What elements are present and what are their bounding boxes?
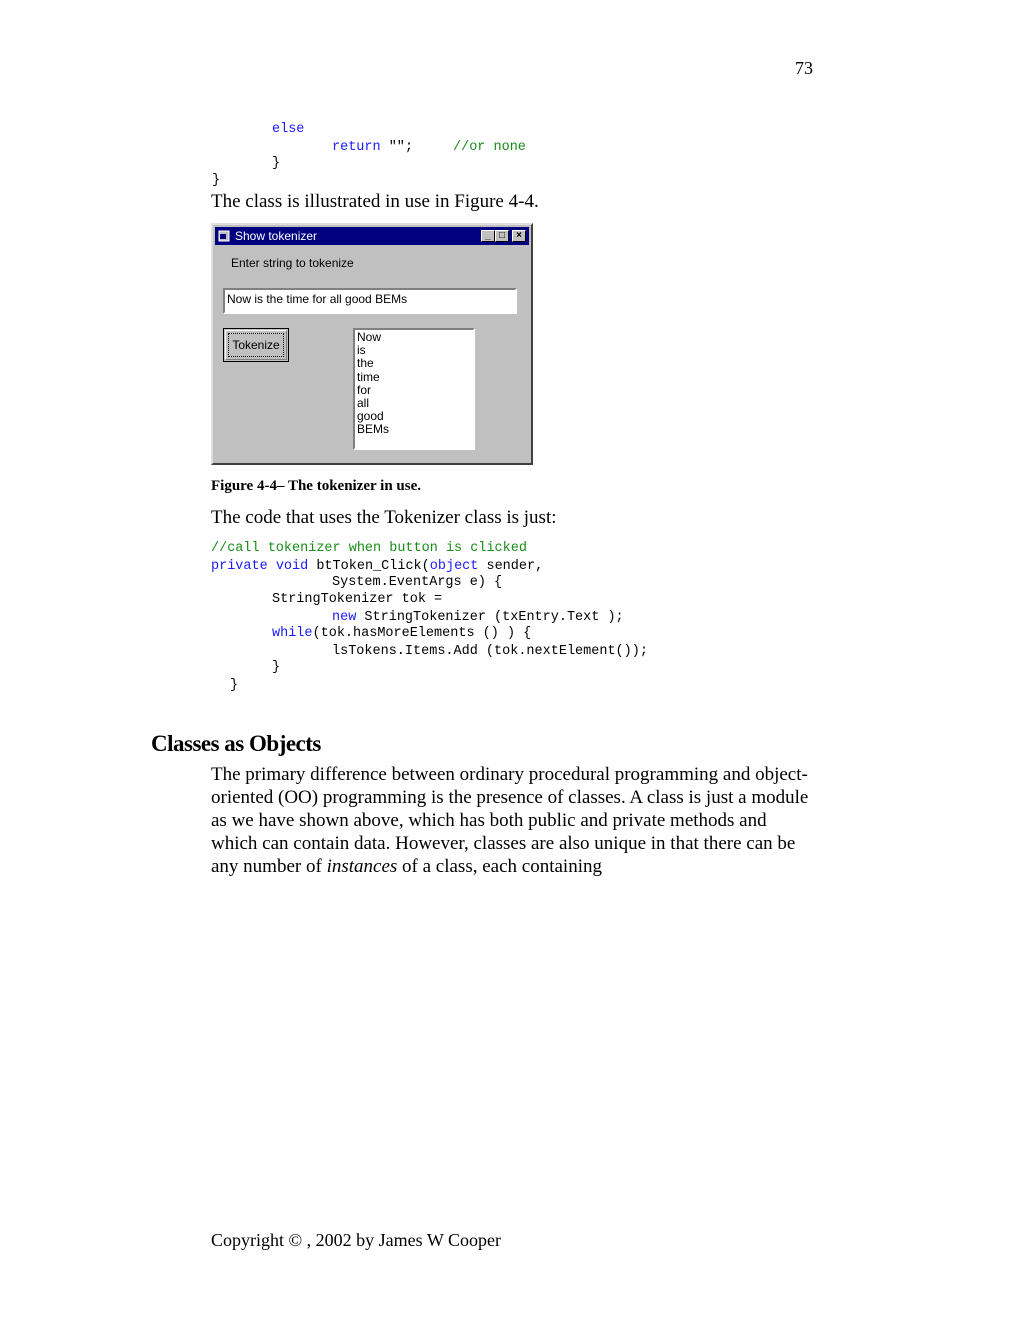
code-line — [211, 558, 543, 575]
figure-caption: Figure 4-4– The tokenizer in use. — [211, 478, 421, 494]
code-comment: //or none — [453, 140, 526, 155]
tokenizer-window — [211, 223, 533, 465]
prompt-label: Enter string to tokenize — [231, 256, 354, 270]
code-text: ""; — [380, 140, 414, 155]
code-line — [332, 139, 413, 156]
code-line: } — [272, 156, 281, 171]
tokenize-button-label: Tokenize — [228, 333, 284, 357]
code-keyword: private — [211, 559, 268, 574]
paragraph-text: The primary difference between ordinary procedural programming and object-oriented (OO) programming is the presence of classes. A class is just a module as we have shown above, which has both public and private methods and which can contain data. However, classes are also unique in that there can be any number of — [211, 764, 809, 877]
window-titlebar — [215, 227, 529, 245]
code-line — [272, 121, 304, 138]
list-item[interactable]: BEMs — [357, 422, 390, 437]
code-text: (tok.hasMoreElements () ) { — [312, 626, 532, 641]
minimize-button[interactable]: _ — [481, 230, 495, 242]
app-icon — [218, 230, 230, 242]
list-item[interactable]: all — [357, 396, 370, 411]
close-button[interactable]: × — [512, 230, 526, 242]
string-entry-field[interactable]: Now is the time for all good BEMs — [223, 288, 517, 314]
usage-sentence: The code that uses the Tokenizer class is just: — [211, 507, 557, 528]
copyright-footer: Copyright © , 2002 by James W Cooper — [211, 1230, 501, 1250]
list-item[interactable]: Now — [357, 330, 382, 344]
maximize-button[interactable]: □ — [495, 230, 509, 242]
code-keyword: void — [275, 559, 309, 574]
code-text: StringTokenizer (txEntry.Text ); — [356, 610, 624, 625]
code-line: } — [212, 173, 221, 188]
code-keyword: return — [332, 140, 381, 155]
code-keyword: else — [272, 122, 305, 137]
paragraph-text: of a class, each containing — [397, 856, 602, 877]
tokenize-button[interactable] — [223, 328, 289, 362]
list-item[interactable]: is — [357, 343, 366, 358]
code-line: } — [272, 660, 281, 675]
code-keyword: while — [272, 626, 313, 641]
body-paragraph — [211, 763, 811, 878]
code-line: lsTokens.Items.Add (tok.nextElement()); — [332, 644, 648, 659]
code-comment: //call tokenizer when button is clicked — [211, 541, 527, 556]
paragraph-emphasis: instances — [326, 856, 398, 877]
section-heading: Classes as Objects — [151, 731, 321, 756]
code-keyword: new — [332, 610, 357, 625]
page-number: 73 — [795, 58, 813, 78]
list-item[interactable]: for — [357, 382, 372, 397]
code-line — [272, 625, 531, 642]
code-keyword: object — [429, 559, 479, 574]
code-line — [332, 609, 624, 626]
list-item[interactable]: the — [357, 356, 374, 371]
window-title: Show tokenizer — [235, 229, 318, 243]
tokens-listbox[interactable] — [353, 328, 475, 450]
list-item[interactable]: time — [357, 369, 380, 384]
code-line: System.EventArgs e) { — [332, 575, 503, 590]
code-text: btToken_Click( — [308, 559, 430, 574]
intro-sentence: The class is illustrated in use in Figure 4-4. — [211, 191, 539, 212]
list-item[interactable]: good — [357, 409, 384, 424]
code-line: } — [230, 678, 239, 693]
code-line: StringTokenizer tok = — [272, 592, 443, 607]
code-text: sender, — [478, 559, 544, 574]
